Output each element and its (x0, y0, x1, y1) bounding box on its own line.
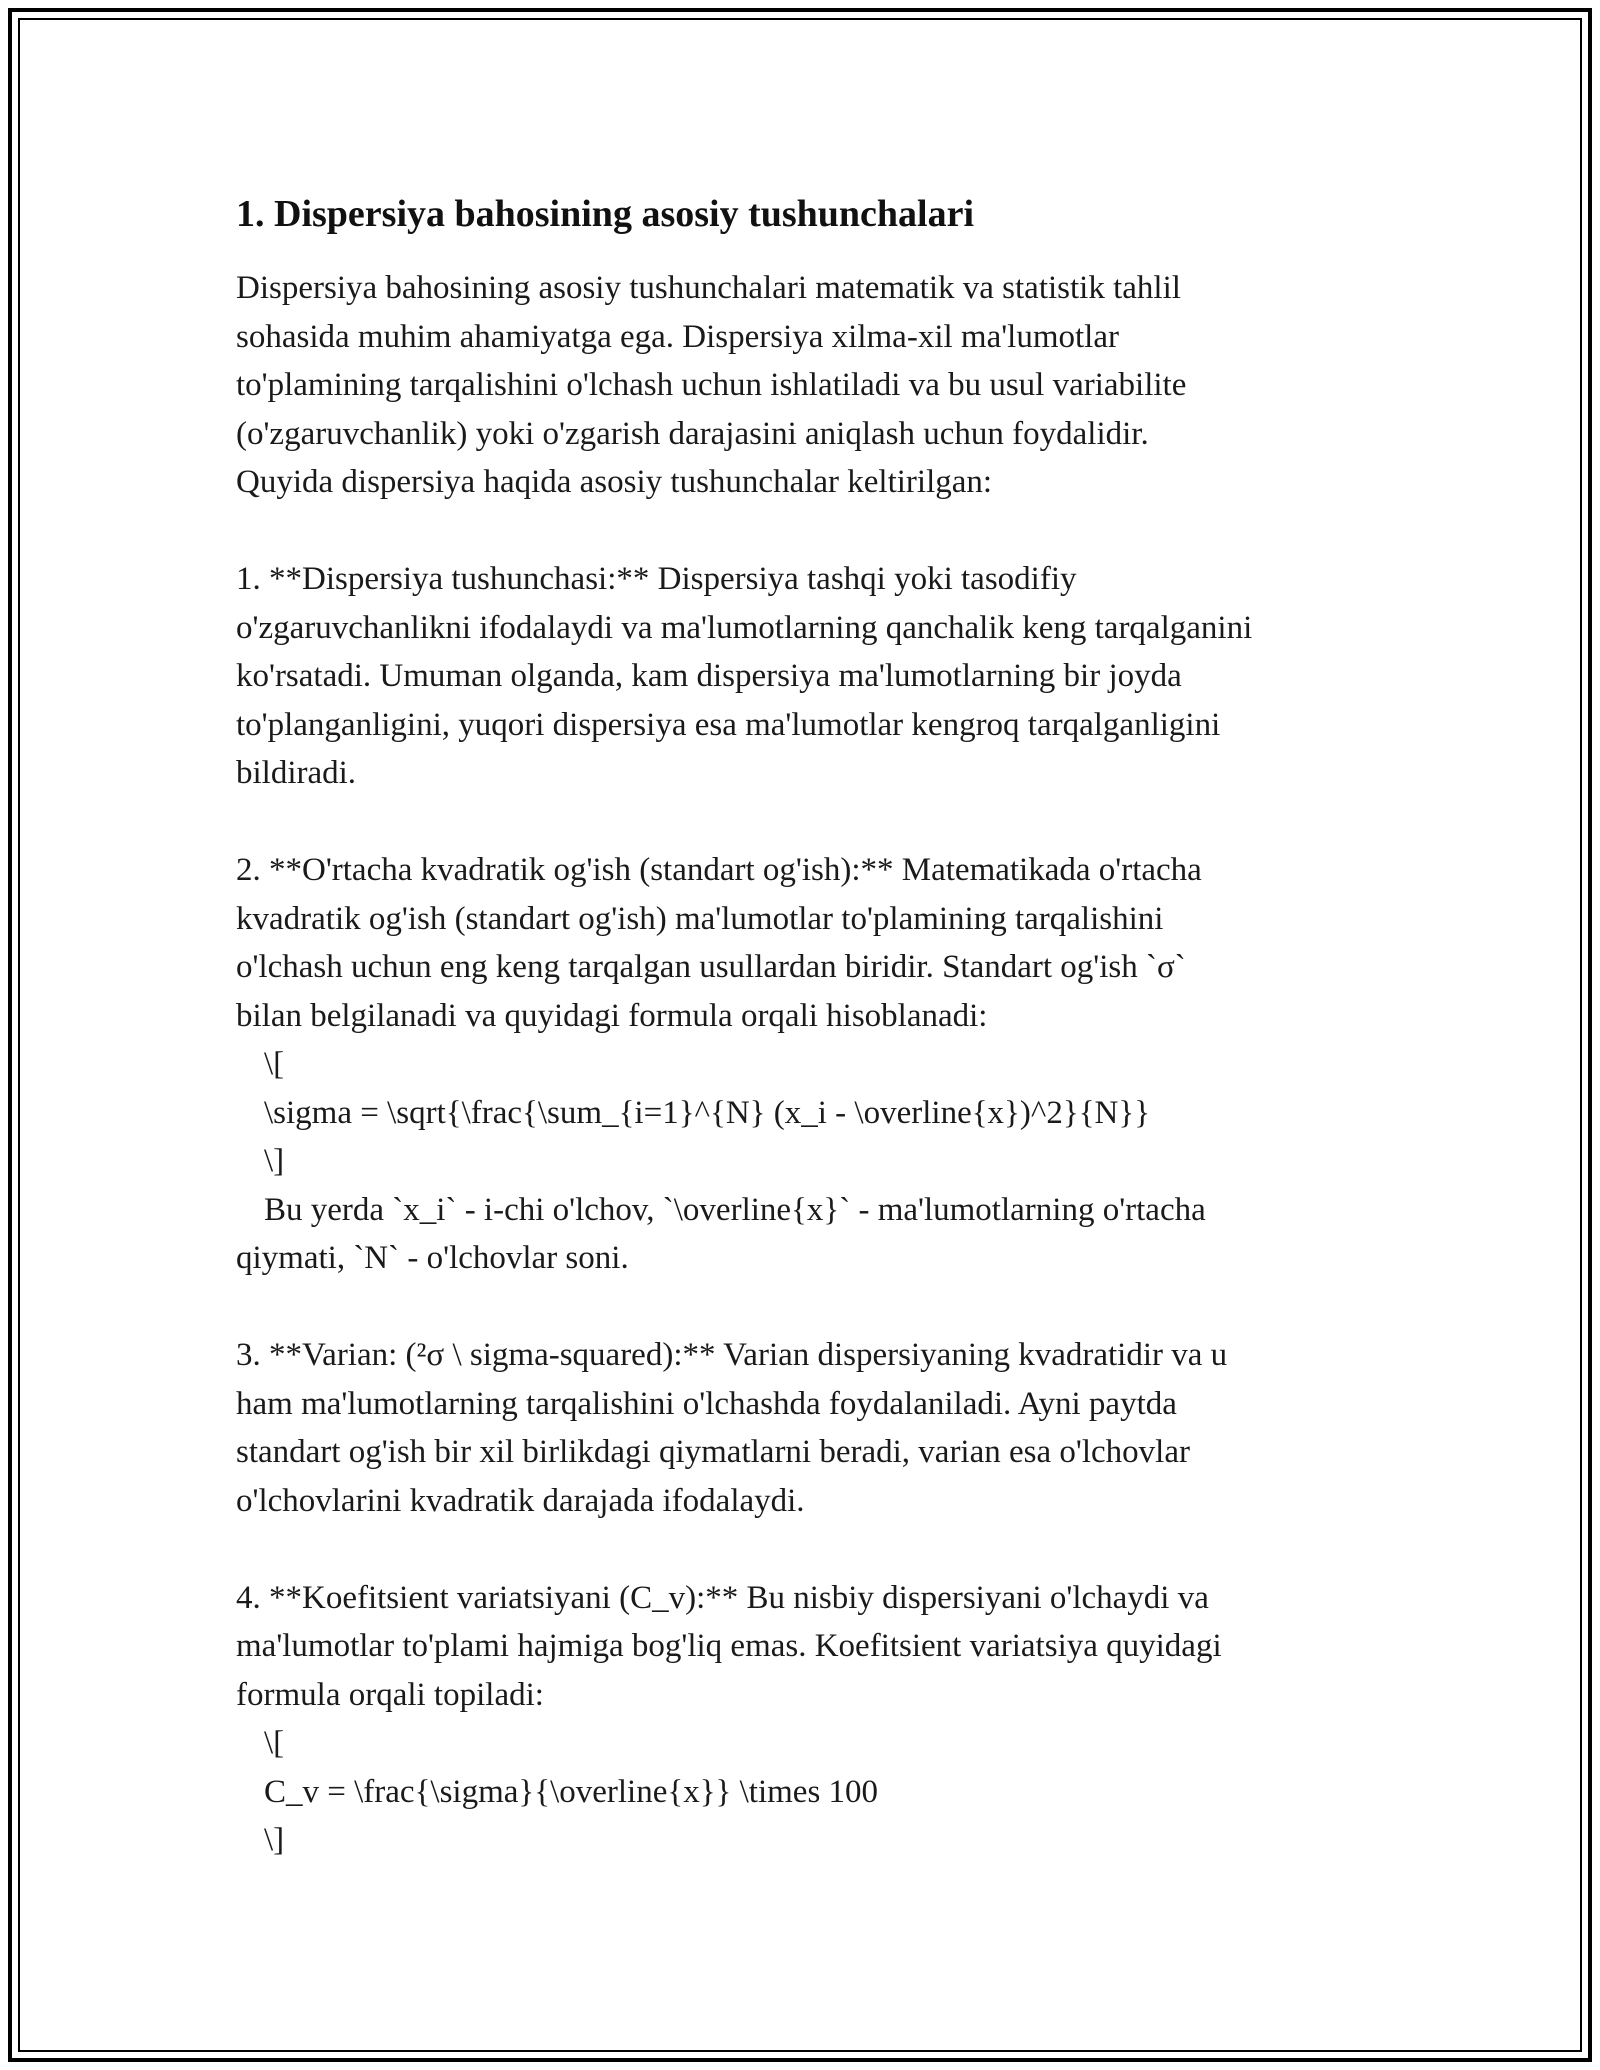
item-2-paragraph: 2. **O'rtacha kvadratik og'ish (standart og'ish):** Matematikada o'rtacha kvadratik og'ish (standart og'ish) ma'lumotlar to'plamining tarqalishini o'lchash uchun eng keng tarqalgan usullardan biridir. Standart og'ish `σ` bilan belgilanadi va quyidagi formula orqali hisoblanadi: (236, 852, 1202, 1034)
item-2-formula-open: \[ (264, 1046, 285, 1082)
document-body (236, 190, 1386, 1865)
spacer (236, 1525, 1386, 1574)
intro-paragraph: Dispersiya bahosining asosiy tushunchalari matematik va statistik tahlil sohasida muhim ahamiyatga ega. Dispersiya xilma-xil ma'lumotlar to'plamining tarqalishini o'lchash uchun ishlatiladi va bu usul variabilite (o'zgaruvchanlik) yoki o'zgarish darajasini aniqlash uchun foydalidir. Quyida dispersiya haqida asosiy tushunchalar keltirilgan: (236, 270, 1187, 500)
item-3-paragraph: 3. **Varian: (²σ \ sigma-squared):** Varian dispersiyaning kvadratidir va u ham ma'lumotlarning tarqalishini o'lchashda foydalaniladi. Ayni paytda standart og'ish bir xil birlikdagi qiymatlarni beradi, varian esa o'lchovlar o'lchovlarini kvadratik darajada ifodalaydi. (236, 1337, 1228, 1519)
spacer (236, 507, 1386, 556)
item-2-explanation-rest: qiymati, `N` - o'lchovlar soni. (236, 1240, 629, 1276)
spacer (236, 798, 1386, 847)
item-4-paragraph: 4. **Koefitsient variatsiyani (C_v):** Bu nisbiy dispersiyani o'lchaydi va ma'lumotlar to'plami hajmiga bog'liq emas. Koefitsient variatsiya quyidagi formula orqali topiladi: (236, 1579, 1222, 1713)
item-4-formula-close: \] (264, 1822, 285, 1858)
item-2-explanation-first: Bu yerda `x_i` - i-chi o'lchov, `\overline{x}` - ma'lumotlarning o'rtacha (264, 1191, 1206, 1228)
item-2-formula: \sigma = \sqrt{\frac{\sum_{i=1}^{N} (x_i - \overline{x})^2}{N}} (264, 1094, 1151, 1131)
spacer (236, 1283, 1386, 1332)
item-1-paragraph: 1. **Dispersiya tushunchasi:** Dispersiya tashqi yoki tasodifiy o'zgaruvchanlikni ifodalaydi va ma'lumotlarning qanchalik keng tarqalganini ko'rsatadi. Umuman olganda, kam dispersiya ma'lumotlarning bir joyda to'planganligini, yuqori dispersiya esa ma'lumotlar kengroq tarqalganligini bildiradi. (236, 561, 1253, 791)
item-4-formula-open: \[ (264, 1725, 285, 1761)
section-heading: 1. Dispersiya bahosining asosiy tushunchalari (236, 193, 975, 235)
item-4-formula: C_v = \frac{\sigma}{\overline{x}} \times 100 (264, 1773, 879, 1810)
item-2-formula-close: \] (264, 1143, 285, 1179)
